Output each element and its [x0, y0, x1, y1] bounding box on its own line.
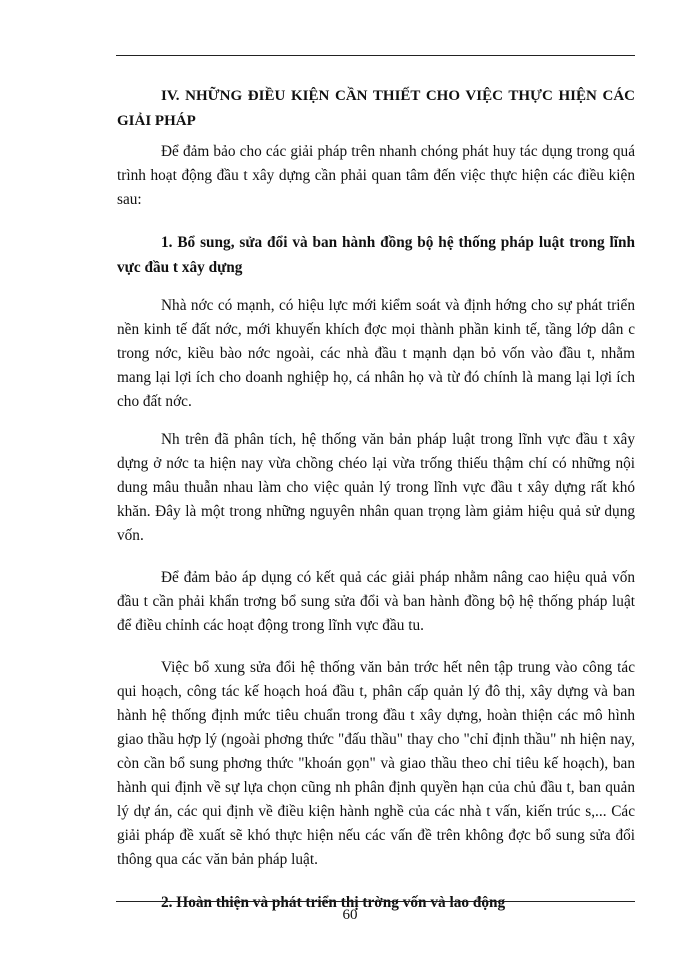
subsection-2-heading: 2. Hoàn thiện và phát triển thị trờng vốn và lao động: [161, 894, 506, 911]
footer-rule: [116, 901, 635, 902]
page-number: 60: [342, 907, 358, 923]
paragraph-2: Nh trên đã phân tích, hệ thống văn bản pháp luật trong lĩnh vực đầu t xây dựng ở nớc ta hiện nay vừa chồng chéo lại vừa trống thiếu thậm chí có những nội dung mâu thuẫn nhau làm cho việc quản lý trong lĩnh vực đầu t xây dựng rất khó khăn. Đây là một trong những nguyên nhân quan trọng làm giảm hiệu quả sử dụng vốn.: [117, 431, 635, 544]
paragraph-1: Nhà nớc có mạnh, có hiệu lực mới kiểm soát và định hớng cho sự phát triển nền kinh tế đất nớc, mới khuyến khích đợc mọi thành phần kinh tế, tầng lớp dân c trong nớc, kiều bào nớc ngoài, các nhà đầu t mạnh dạn bỏ vốn vào đầu t, nhằm mang lại lợi ích cho doanh nghiệp họ, cá nhân họ và từ đó chính là mang lại lợi ích cho đất nớc.: [117, 297, 635, 410]
section-intro-paragraph: Để đảm bảo cho các giải pháp trên nhanh chóng phát huy tác dụng trong quá trình hoạt động đầu t xây dựng cần phải quan tâm đến việc thực hiện các điều kiện sau:: [117, 143, 635, 208]
header-rule: [116, 55, 635, 56]
paragraph-3: Để đảm bảo áp dụng có kết quả các giải pháp nhằm nâng cao hiệu quả vốn đầu t cần phải khẩn trơng bổ sung sửa đổi và ban hành đồng bộ hệ thống pháp luật để điều chỉnh các hoạt động trong lĩnh vực đầu tu.: [117, 569, 635, 634]
page-body: [117, 84, 635, 929]
subsection-1-heading: 1. Bổ sung, sửa đổi và ban hành đồng bộ hệ thống pháp luật trong lĩnh vực đầu t xây dựng: [117, 234, 635, 276]
section-heading: IV. NHỮNG ĐIỀU KIỆN CẦN THIẾT CHO VIỆC THỰC HIỆN CÁC GIẢI PHÁP: [117, 88, 635, 129]
paragraph-4: Việc bổ xung sửa đổi hệ thống văn bản trớc hết nên tập trung vào công tác qui hoạch, công tác kế hoạch hoá đầu t, phân cấp quản lý đô thị, xây dựng và ban hành hệ thống định mức tiêu chuẩn trong đầu t xây dựng, hoàn thiện các mô hình giao thầu hợp lý (ngoài phơng thức "đấu thầu" thay cho "chỉ định thầu" nh hiện nay, còn cần bổ sung phơng thức "khoán gọn" và giao thầu theo chỉ tiêu kế hoạch), ban hành qui định về sự lựa chọn cũng nh phân định quyền hạn của chủ đầu t, ban quản lý dự án, các qui định về điều kiện hành nghề của các nhà t vấn, kiến trúc s,... Các giải pháp đề xuất sẽ khó thực hiện nếu các vấn đề trên không đợc bổ sung sửa đổi thông qua các văn bản pháp luật.: [117, 659, 635, 868]
